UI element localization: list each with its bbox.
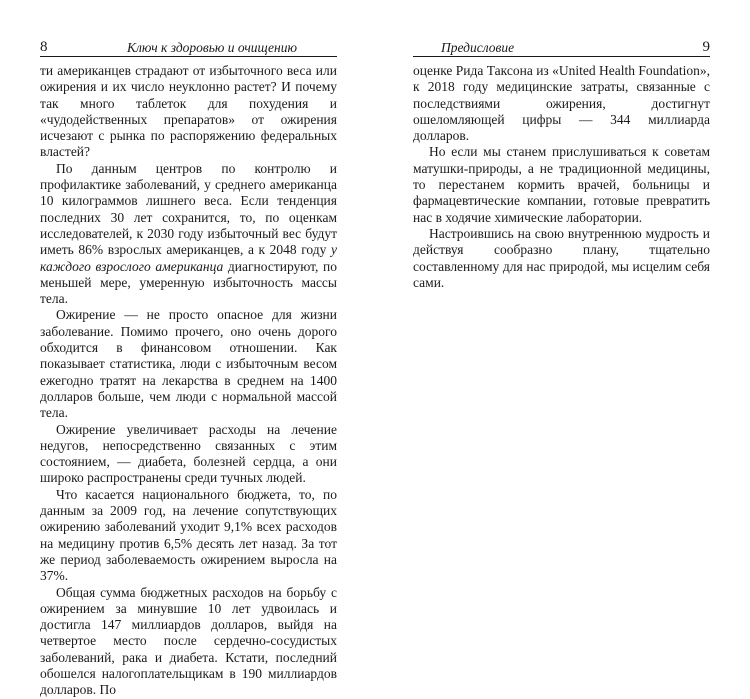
right-header-rule [413, 56, 710, 57]
paragraph-text: По данным центров по контролю и профилактике заболеваний, у среднего американца 10 килограммов лишнего веса. Если тенденция последних 30 лет сохранится, то, по оценкам исследователей, к 2030 году избыточный вес будут иметь 86% взрослых американцев, а к 2048 году [40, 160, 337, 258]
right-running-head-title: Предисловие [441, 40, 515, 55]
paragraph: Ожирение увеличивает расходы на лечение недугов, непосредственно связанных с этим состоянием, — диабета, болезней сердца, а они широко распространены среди тучных людей. [40, 421, 337, 486]
right-body-text [413, 63, 710, 291]
paragraph [40, 161, 337, 308]
left-header-rule [40, 56, 337, 57]
paragraph-text: диагностируют, по меньшей мере, умеренную избыточность массы тела. [40, 258, 338, 307]
paragraph: оценке Рида Таксона из «United Health Foundation», к 2018 году медицинские затраты, связанные с последствиями ожирения, достигнут ошеломляющей цифры — 344 миллиарда долларов. [413, 63, 710, 144]
right-running-head [413, 37, 710, 57]
paragraph: Общая сумма бюджетных расходов на борьбу с ожирением за минувшие 10 лет удвоилась и достигла 147 миллиардов долларов, выйдя на четвертое место после сердечно-сосудистых заболеваний, рака и диабета. Кстати, последний обошелся налогоплательщикам в 190 миллиардов долларов. По [40, 584, 337, 698]
right-page-number: 9 [702, 39, 710, 55]
right-page [413, 0, 710, 595]
paragraph: Ожирение — не просто опасное для жизни заболевание. Помимо прочего, оно очень дорого обходится в финансовом отношении. Как показывает статистика, люди с избыточным весом ежегодно тратят на лекарства в среднем на 1400 долларов больше, чем люди с нормальной массой тела. [40, 307, 337, 421]
left-running-head [40, 37, 337, 57]
left-page [40, 0, 338, 698]
left-page-number: 8 [40, 39, 48, 55]
left-body-text [40, 63, 337, 699]
paragraph: Но если мы станем прислушиваться к советам матушки-природы, а не традиционной медицины, то перестанем кормить врачей, больницы и фармацевтические компании, готовые превратить нас в ходячие химические лаборатории. [413, 144, 710, 225]
paragraph: Что касается национального бюджета, то, по данным за 2009 год, на лечение сопутствующих ожирению заболеваний уходит 9,1% всех расходов на медицину против 6,5% десять лет назад. За тот же период заболеваемость ожирением выросла на 37%. [40, 486, 337, 584]
emphasis-text: у каждого взрослого американца [40, 242, 337, 274]
left-running-head-title: Ключ к здоровью и очищению [127, 40, 297, 55]
paragraph: ти американцев страдают от избыточного веса или ожирения и их число неуклонно растет? И почему так много таблеток для похудения и «чудодейственных препаратов» от ожирения исчезают с рынка по распоряжению федеральных властей? [40, 63, 337, 160]
paragraph: Настроившись на свою внутреннюю мудрость и действуя сообразно плану, тщательно составленному для нас природой, мы исцелим себя сами. [413, 225, 710, 290]
